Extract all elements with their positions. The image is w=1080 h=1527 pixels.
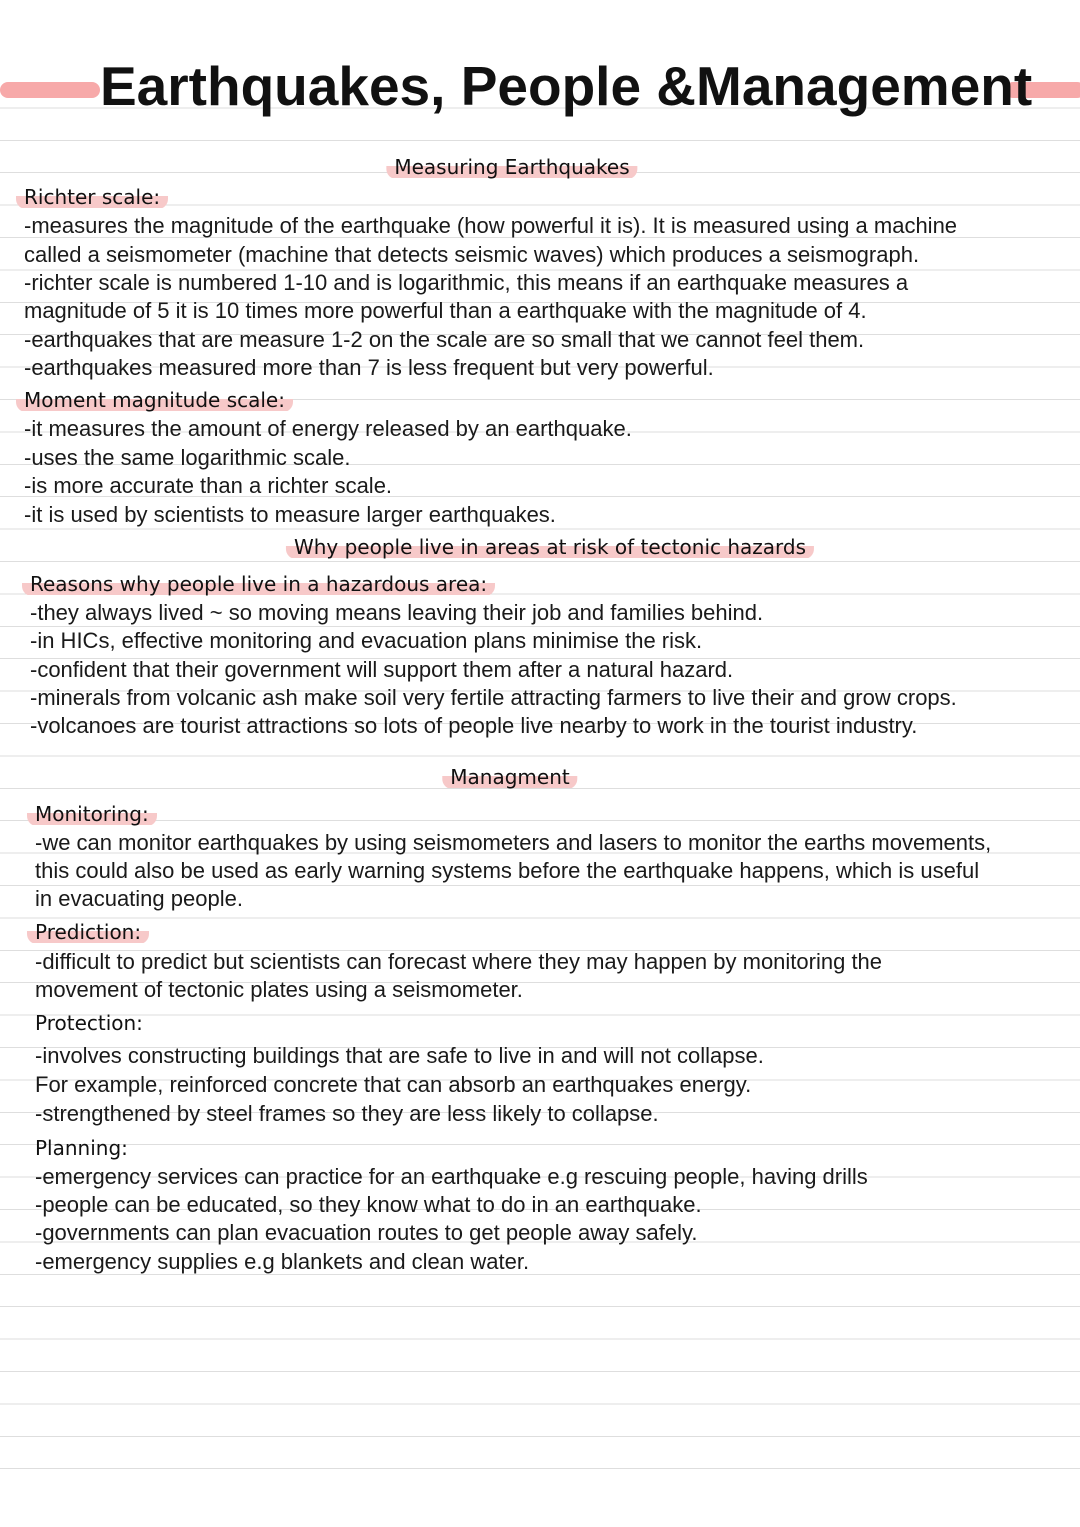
subheading-protection: Protection: [35,1011,143,1035]
text-line: magnitude of 5 it is 10 times more powerful than a earthquake with the magnitude of 4. [24,298,867,323]
text-line: -emergency supplies e.g blankets and clean water. [35,1249,530,1274]
text-line: in evacuating people. [35,886,243,911]
subheading-monitoring: Monitoring: [27,802,157,826]
text-line: called a seismometer (machine that detects seismic waves) which produces a seismograph. [24,242,920,267]
page-title: Earthquakes, People &Management [100,55,1033,117]
text-line: -strengthened by steel frames so they are less likely to collapse. [35,1101,659,1126]
section-heading-measuring: Measuring Earthquakes [386,155,637,179]
text-line: -volcanoes are tourist attractions so lots of people live nearby to work in the tourist industry. [30,713,918,738]
subheading-planning: Planning: [35,1136,128,1160]
text-line: -we can monitor earthquakes by using seismometers and lasers to monitor the earths movements, [35,830,992,855]
subheading-moment: Moment magnitude scale: [16,388,293,412]
text-line: -they always lived ~ so moving means leaving their job and families behind. [30,600,764,625]
text-line: -is more accurate than a richter scale. [24,473,393,498]
text-line: -difficult to predict but scientists can forecast where they may happen by monitoring the [35,949,883,974]
text-line: -involves constructing buildings that are safe to live in and will not collapse. [35,1043,764,1068]
title-decoration-left [0,82,100,98]
text-line: -it measures the amount of energy released by an earthquake. [24,416,632,441]
subheading-prediction: Prediction: [27,920,149,944]
text-line: movement of tectonic plates using a seismometer. [35,977,523,1002]
text-line: -people can be educated, so they know what to do in an earthquake. [35,1192,702,1217]
text-line: -minerals from volcanic ash make soil very fertile attracting farmers to live their and grow crops. [30,685,957,710]
text-line: this could also be used as early warning systems before the earthquake happens, which is useful [35,858,980,883]
text-line: -emergency services can practice for an earthquake e.g rescuing people, having drills [35,1164,868,1189]
text-line: -measures the magnitude of the earthquake (how powerful it is). It is measured using a machine [24,213,958,238]
subheading-richter: Richter scale: [16,185,168,209]
subheading-reasons: Reasons why people live in a hazardous area: [22,572,495,596]
text-line: -earthquakes measured more than 7 is less frequent but very powerful. [24,355,714,380]
text-line: -uses the same logarithmic scale. [24,445,351,470]
text-line: For example, reinforced concrete that can absorb an earthquakes energy. [35,1072,752,1097]
text-line: -it is used by scientists to measure larger earthquakes. [24,502,556,527]
text-line: -confident that their government will support them after a natural hazard. [30,657,734,682]
text-line: -in HICs, effective monitoring and evacuation plans minimise the risk. [30,628,703,653]
section-heading-risk: Why people live in areas at risk of tectonic hazards [286,535,814,559]
text-line: -earthquakes that are measure 1-2 on the scale are so small that we cannot feel them. [24,327,865,352]
text-line: -governments can plan evacuation routes to get people away safely. [35,1220,698,1245]
text-line: -richter scale is numbered 1-10 and is logarithmic, this means if an earthquake measures a [24,270,909,295]
section-heading-management: Managment [442,765,577,789]
